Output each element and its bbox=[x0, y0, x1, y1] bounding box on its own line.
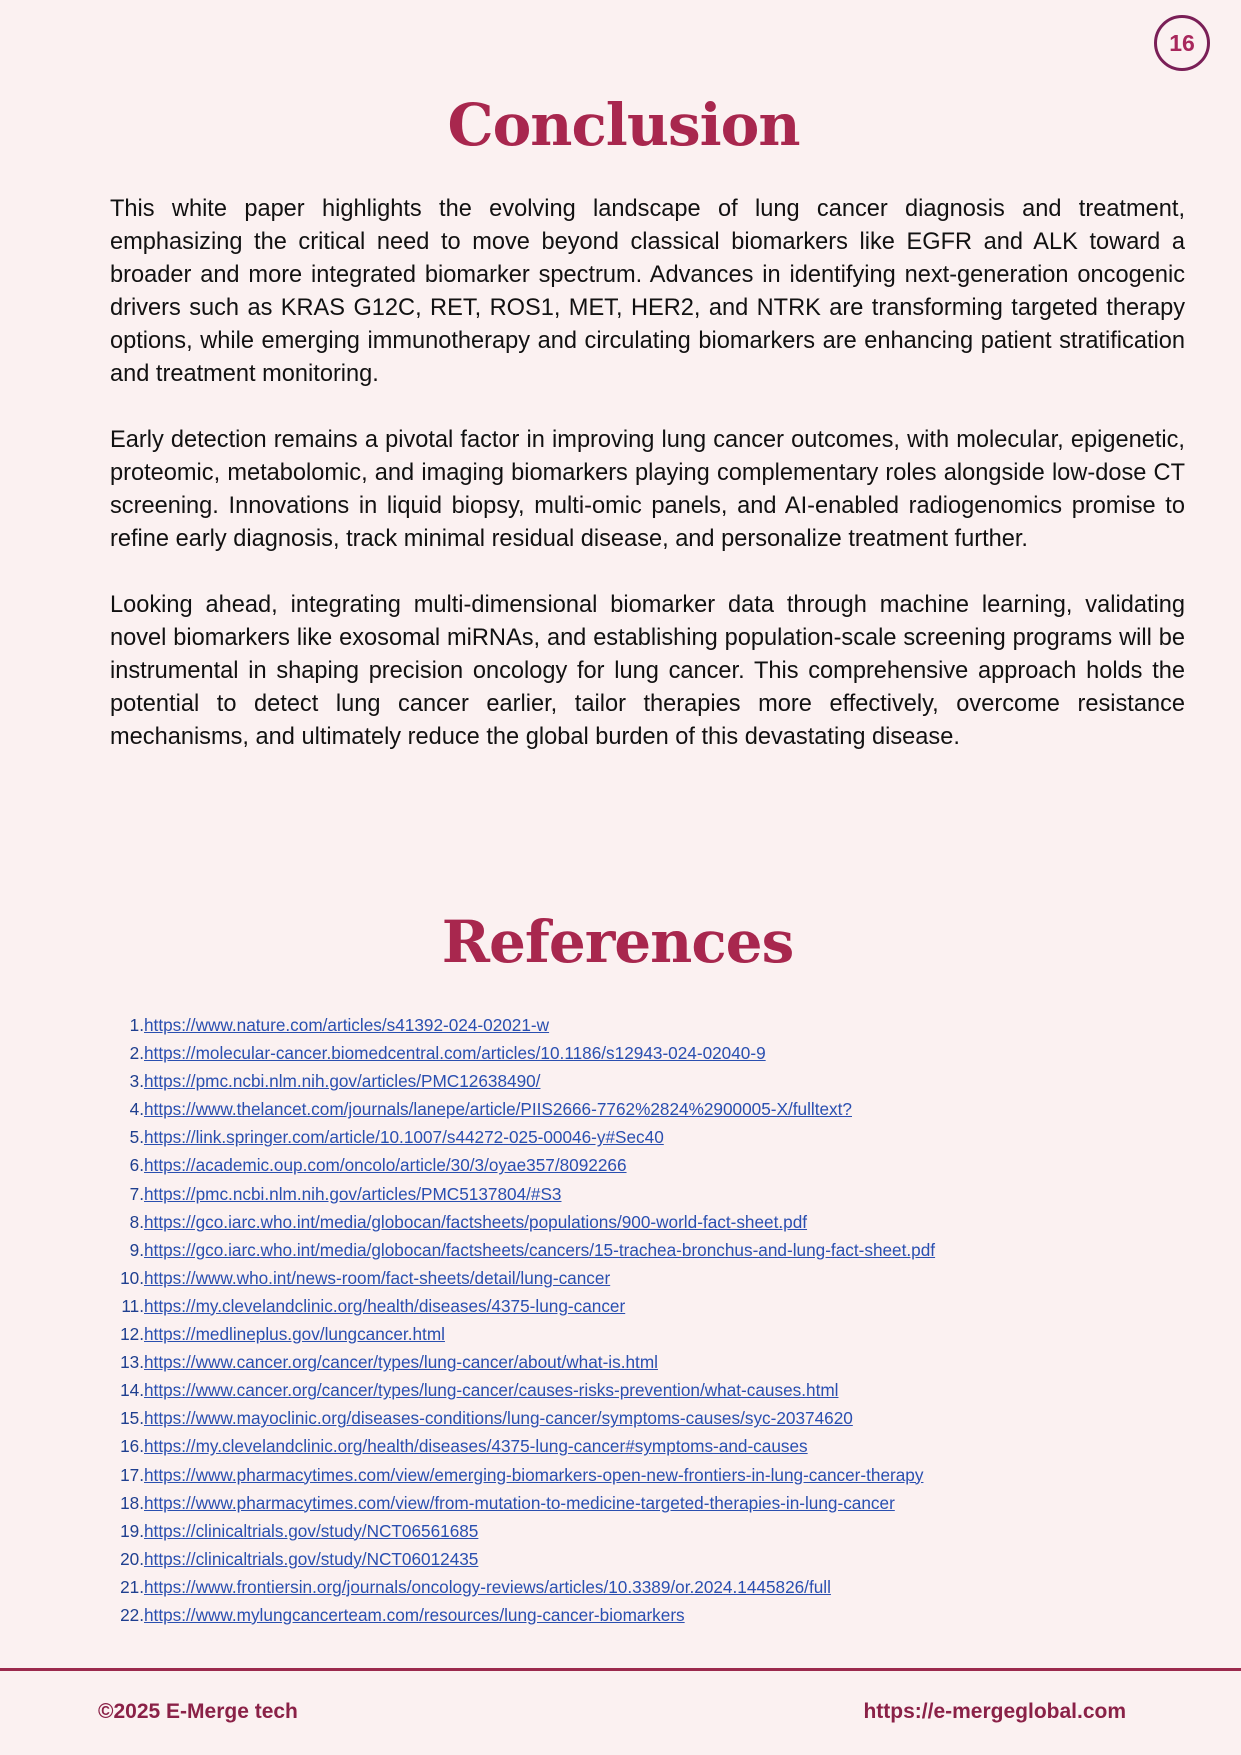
reference-item bbox=[90, 1545, 1190, 1573]
reference-number: 21. bbox=[120, 1576, 144, 1597]
reference-link[interactable]: https://www.thelancet.com/journals/lanepe/article/PIIS2666-7762%2824%2900005-X/fulltext? bbox=[144, 1099, 852, 1120]
reference-item bbox=[90, 1573, 1190, 1601]
reference-number: 12. bbox=[120, 1324, 144, 1345]
reference-link[interactable]: https://pmc.ncbi.nlm.nih.gov/articles/PMC12638490/ bbox=[144, 1071, 541, 1092]
reference-item bbox=[90, 1320, 1190, 1348]
reference-link[interactable]: https://molecular-cancer.biomedcentral.com/articles/10.1186/s12943-024-02040-9 bbox=[144, 1043, 766, 1064]
reference-item bbox=[90, 1067, 1190, 1095]
reference-number: 1. bbox=[129, 1015, 144, 1035]
reference-item bbox=[90, 1489, 1190, 1517]
reference-number: 16. bbox=[120, 1436, 144, 1457]
reference-item bbox=[90, 1404, 1190, 1432]
reference-number: 17. bbox=[120, 1464, 144, 1485]
reference-number: 14. bbox=[120, 1380, 144, 1401]
reference-link[interactable]: https://www.mylungcancerteam.com/resources/lung-cancer-biomarkers bbox=[144, 1604, 685, 1625]
conclusion-body bbox=[110, 193, 1185, 787]
reference-number: 18. bbox=[120, 1492, 144, 1513]
reference-item bbox=[90, 1461, 1190, 1489]
reference-item bbox=[90, 1039, 1190, 1067]
reference-item bbox=[90, 1348, 1190, 1376]
reference-item bbox=[90, 1376, 1190, 1404]
reference-item bbox=[90, 1208, 1190, 1236]
reference-number: 5. bbox=[129, 1127, 144, 1148]
footer-copyright: ©2025 E-Merge tech bbox=[98, 1700, 298, 1723]
conclusion-heading: Conclusion bbox=[447, 91, 800, 159]
reference-number: 11. bbox=[121, 1295, 144, 1316]
reference-item bbox=[90, 1095, 1190, 1123]
reference-link[interactable]: https://gco.iarc.who.int/media/globocan/factsheets/cancers/15-trachea-bronchus-and-lung-fact-sheet.pdf bbox=[144, 1239, 936, 1260]
reference-link[interactable]: https://www.nature.com/articles/s41392-024-02021-w bbox=[144, 1015, 550, 1035]
reference-item bbox=[90, 1123, 1190, 1151]
reference-number: 6. bbox=[129, 1155, 144, 1176]
reference-number: 8. bbox=[129, 1211, 144, 1232]
reference-number: 2. bbox=[129, 1043, 144, 1064]
references-list bbox=[90, 1011, 1190, 1629]
footer-website-link[interactable]: https://e-mergeglobal.com bbox=[863, 1700, 1126, 1723]
page-number: 16 bbox=[1169, 29, 1195, 56]
reference-number: 7. bbox=[129, 1183, 144, 1204]
reference-link[interactable]: https://academic.oup.com/oncolo/article/30/3/oyae357/8092266 bbox=[144, 1155, 627, 1176]
reference-link[interactable]: https://www.cancer.org/cancer/types/lung-cancer/causes-risks-prevention/what-causes.html bbox=[144, 1380, 839, 1401]
reference-item bbox=[90, 1601, 1190, 1629]
conclusion-paragraph: This white paper highlights the evolving landscape of lung cancer diagnosis and treatment, emphasizing the critical need to move beyond classical biomarkers like EGFR and ALK toward a broader and more integrated biomarker spectrum. Advances in identifying next-generation oncogenic drivers such as KRAS G12C, RET, ROS1, MET, HER2, and NTRK are transforming targeted therapy options, while emerging immunotherapy and circulating biomarkers are enhancing patient stratification and treatment monitoring. bbox=[110, 196, 1185, 387]
reference-link[interactable]: https://www.who.int/news-room/fact-sheets/detail/lung-cancer bbox=[144, 1267, 611, 1288]
conclusion-paragraph: Early detection remains a pivotal factor in improving lung cancer outcomes, with molecular, epigenetic, proteomic, metabolomic, and imaging biomarkers playing complementary roles alongside low-dose CT screening. Innovations in liquid biopsy, multi-omic panels, and AI-enabled radiogenomics promise to refine early diagnosis, track minimal residual disease, and personalize treatment further. bbox=[110, 427, 1185, 552]
reference-link[interactable]: https://www.pharmacytimes.com/view/from-mutation-to-medicine-targeted-therapies-in-lung-cancer bbox=[144, 1492, 895, 1513]
reference-number: 15. bbox=[120, 1408, 144, 1429]
reference-number: 13. bbox=[120, 1352, 144, 1373]
reference-item bbox=[90, 1517, 1190, 1545]
references-heading: References bbox=[441, 908, 794, 976]
reference-link[interactable]: https://my.clevelandclinic.org/health/diseases/4375-lung-cancer#symptoms-and-causes bbox=[144, 1436, 808, 1457]
reference-item bbox=[90, 1180, 1190, 1208]
conclusion-paragraph: Looking ahead, integrating multi-dimensional biomarker data through machine learning, validating novel biomarkers like exosomal miRNAs, and establishing population-scale screening programs will be instrumental in shaping precision oncology for lung cancer. This comprehensive approach holds the potential to detect lung cancer earlier, tailor therapies more effectively, overcome resistance mechanisms, and ultimately reduce the global burden of this devastating disease. bbox=[110, 592, 1185, 750]
reference-item bbox=[90, 1432, 1190, 1460]
reference-link[interactable]: https://my.clevelandclinic.org/health/diseases/4375-lung-cancer bbox=[144, 1295, 626, 1316]
reference-link[interactable]: https://pmc.ncbi.nlm.nih.gov/articles/PMC5137804/#S3 bbox=[144, 1183, 562, 1204]
reference-link[interactable]: https://www.pharmacytimes.com/view/emerging-biomarkers-open-new-frontiers-in-lung-cancer-therapy bbox=[144, 1464, 924, 1485]
reference-link[interactable]: https://link.springer.com/article/10.1007/s44272-025-00046-y#Sec40 bbox=[144, 1127, 664, 1148]
reference-item bbox=[90, 1292, 1190, 1320]
reference-link[interactable]: https://clinicaltrials.gov/study/NCT06012435 bbox=[144, 1548, 479, 1569]
reference-item bbox=[90, 1264, 1190, 1292]
reference-item bbox=[90, 1236, 1190, 1264]
reference-link[interactable]: https://www.frontiersin.org/journals/oncology-reviews/articles/10.3389/or.2024.1445826/full bbox=[144, 1576, 831, 1597]
reference-link[interactable]: https://www.mayoclinic.org/diseases-conditions/lung-cancer/symptoms-causes/syc-20374620 bbox=[144, 1408, 853, 1429]
reference-link[interactable]: https://www.cancer.org/cancer/types/lung-cancer/about/what-is.html bbox=[144, 1352, 658, 1373]
reference-number: 4. bbox=[129, 1099, 144, 1120]
reference-number: 22. bbox=[120, 1604, 144, 1625]
reference-link[interactable]: https://medlineplus.gov/lungcancer.html bbox=[144, 1324, 445, 1345]
reference-number: 9. bbox=[129, 1239, 144, 1260]
footer-divider bbox=[0, 1668, 1241, 1671]
reference-number: 19. bbox=[120, 1520, 144, 1541]
reference-link[interactable]: https://gco.iarc.who.int/media/globocan/factsheets/populations/900-world-fact-sheet.pdf bbox=[144, 1211, 808, 1232]
reference-item bbox=[90, 1151, 1190, 1179]
page-number-badge bbox=[1154, 15, 1210, 71]
reference-item bbox=[90, 1011, 1190, 1039]
reference-link[interactable]: https://clinicaltrials.gov/study/NCT06561685 bbox=[144, 1520, 479, 1541]
reference-number: 3. bbox=[129, 1071, 144, 1092]
reference-number: 10. bbox=[120, 1267, 144, 1288]
reference-number: 20. bbox=[120, 1548, 144, 1569]
